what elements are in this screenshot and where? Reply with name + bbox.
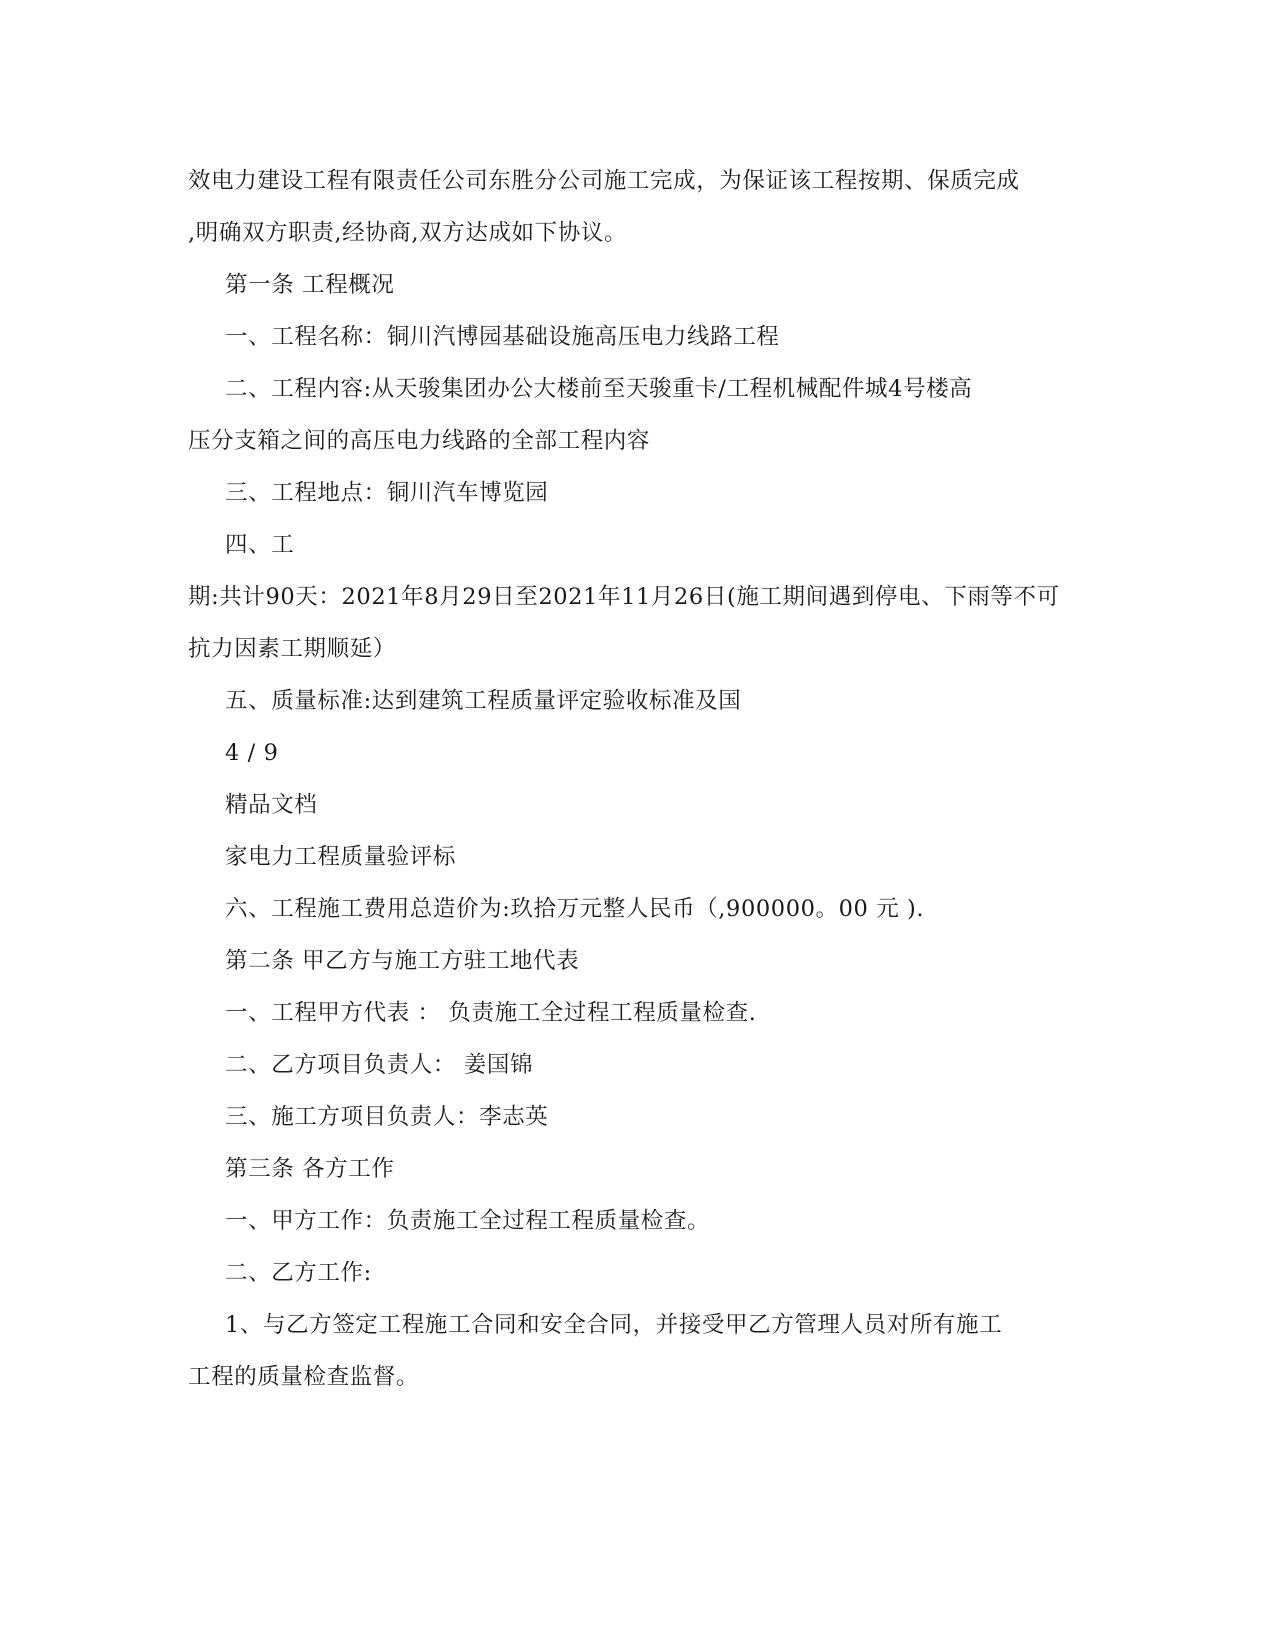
paragraph-line: 三、施工方项目负责人：李志英 — [225, 1104, 549, 1130]
paragraph-line: 1、与乙方签定工程施工合同和安全合同，并接受甲乙方管理人员对所有施工 — [225, 1312, 1003, 1338]
paragraph-line: 二、工程内容:从天骏集团办公大楼前至天骏重卡/工程机械配件城4号楼高 — [225, 376, 973, 402]
paragraph-line: 三、工程地点：铜川汽车博览园 — [225, 480, 549, 506]
section-heading: 第三条 各方工作 — [225, 1156, 395, 1182]
paragraph-line: 二、乙方工作: — [225, 1260, 372, 1286]
paragraph-line: 四、工 — [225, 532, 295, 558]
paragraph-line: 二、乙方项目负责人： 姜国锦 — [225, 1052, 534, 1078]
document-watermark-label: 精品文档 — [225, 792, 318, 818]
paragraph-line: ,明确双方职责,经协商,双方达成如下协议。 — [188, 220, 628, 246]
paragraph-line: 六、工程施工费用总造价为:玖拾万元整人民币（,900000。00 元 ). — [225, 896, 925, 922]
paragraph-line: 工程的质量检查监督。 — [188, 1364, 420, 1390]
paragraph-line: 效电力建设工程有限责任公司东胜分公司施工完成，为保证该工程按期、保质完成 — [188, 168, 1020, 194]
paragraph-line: 压分支箱之间的高压电力线路的全部工程内容 — [188, 428, 651, 454]
paragraph-line: 一、甲方工作：负责施工全过程工程质量检查。 — [225, 1208, 711, 1234]
paragraph-line: 期:共计90天：2021年8月29日至2021年11月26日(施工期间遇到停电、下雨等不可 — [188, 584, 1060, 610]
section-heading: 第二条 甲乙方与施工方驻工地代表 — [225, 948, 580, 974]
section-heading: 第一条 工程概况 — [225, 272, 395, 298]
page-number: 4 / 9 — [225, 740, 279, 766]
paragraph-line: 五、质量标准:达到建筑工程质量评定验收标准及国 — [225, 688, 742, 714]
paragraph-line: 一、工程名称：铜川汽博园基础设施高压电力线路工程 — [225, 324, 780, 350]
paragraph-line: 一、工程甲方代表 ： 负责施工全过程工程质量检查. — [225, 1000, 757, 1026]
paragraph-line: 家电力工程质量验评标 — [225, 844, 457, 870]
paragraph-line: 抗力因素工期顺延） — [188, 636, 396, 662]
